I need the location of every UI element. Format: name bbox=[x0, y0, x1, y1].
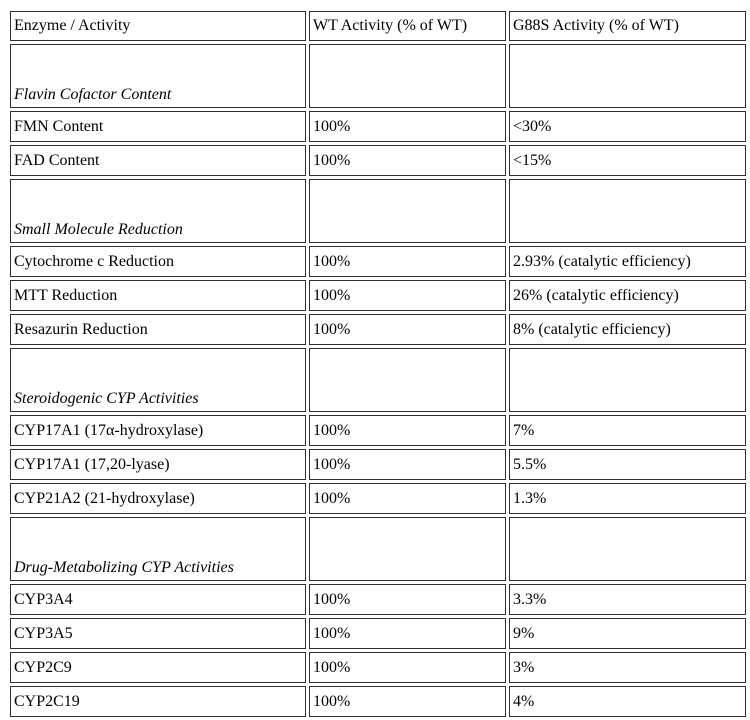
g88s-activity-cell: 1.3% bbox=[509, 483, 746, 514]
table-row bbox=[10, 483, 746, 514]
empty-cell bbox=[509, 348, 746, 412]
enzyme-cell: Resazurin Reduction bbox=[10, 314, 306, 345]
enzyme-cell: CYP17A1 (17,20-lyase) bbox=[10, 449, 306, 480]
section-row bbox=[10, 348, 746, 412]
table-row bbox=[10, 618, 746, 649]
wt-activity-cell: 100% bbox=[309, 415, 506, 446]
wt-activity-cell: 100% bbox=[309, 111, 506, 142]
wt-activity-cell: 100% bbox=[309, 652, 506, 683]
g88s-activity-cell: <30% bbox=[509, 111, 746, 142]
enzyme-cell: CYP2C9 bbox=[10, 652, 306, 683]
g88s-activity-cell: 7% bbox=[509, 415, 746, 446]
empty-cell bbox=[309, 44, 506, 108]
wt-activity-cell: 100% bbox=[309, 314, 506, 345]
section-row bbox=[10, 44, 746, 108]
enzyme-cell: FAD Content bbox=[10, 145, 306, 176]
enzyme-cell: CYP17A1 (17α-hydroxylase) bbox=[10, 415, 306, 446]
wt-activity-cell: 100% bbox=[309, 584, 506, 615]
empty-cell bbox=[309, 348, 506, 412]
g88s-activity-cell: 26% (catalytic efficiency) bbox=[509, 280, 746, 311]
enzyme-cell: CYP2C19 bbox=[10, 686, 306, 717]
empty-cell bbox=[509, 44, 746, 108]
wt-activity-cell: 100% bbox=[309, 145, 506, 176]
table-row bbox=[10, 652, 746, 683]
table-row bbox=[10, 145, 746, 176]
g88s-activity-cell: 8% (catalytic efficiency) bbox=[509, 314, 746, 345]
table-row bbox=[10, 314, 746, 345]
empty-cell bbox=[509, 517, 746, 581]
table-row bbox=[10, 280, 746, 311]
empty-cell bbox=[509, 179, 746, 243]
section-row bbox=[10, 179, 746, 243]
wt-activity-cell: 100% bbox=[309, 618, 506, 649]
table-row bbox=[10, 111, 746, 142]
section-label: Flavin Cofactor Content bbox=[10, 44, 306, 108]
table-row bbox=[10, 246, 746, 277]
enzyme-cell: MTT Reduction bbox=[10, 280, 306, 311]
col-header-wt-activity: WT Activity (% of WT) bbox=[309, 11, 506, 41]
wt-activity-cell: 100% bbox=[309, 686, 506, 717]
wt-activity-cell: 100% bbox=[309, 246, 506, 277]
enzyme-activity-table bbox=[7, 8, 749, 720]
enzyme-cell: Cytochrome c Reduction bbox=[10, 246, 306, 277]
g88s-activity-cell: <15% bbox=[509, 145, 746, 176]
g88s-activity-cell: 4% bbox=[509, 686, 746, 717]
enzyme-cell: CYP3A4 bbox=[10, 584, 306, 615]
section-row bbox=[10, 517, 746, 581]
enzyme-cell: CYP3A5 bbox=[10, 618, 306, 649]
header-row bbox=[10, 11, 746, 41]
enzyme-cell: CYP21A2 (21-hydroxylase) bbox=[10, 483, 306, 514]
section-label: Drug-Metabolizing CYP Activities bbox=[10, 517, 306, 581]
g88s-activity-cell: 5.5% bbox=[509, 449, 746, 480]
empty-cell bbox=[309, 179, 506, 243]
g88s-activity-cell: 9% bbox=[509, 618, 746, 649]
table-row bbox=[10, 449, 746, 480]
wt-activity-cell: 100% bbox=[309, 449, 506, 480]
section-label: Steroidogenic CYP Activities bbox=[10, 348, 306, 412]
g88s-activity-cell: 3% bbox=[509, 652, 746, 683]
col-header-g88s-activity: G88S Activity (% of WT) bbox=[509, 11, 746, 41]
empty-cell bbox=[309, 517, 506, 581]
wt-activity-cell: 100% bbox=[309, 280, 506, 311]
section-label: Small Molecule Reduction bbox=[10, 179, 306, 243]
g88s-activity-cell: 2.93% (catalytic efficiency) bbox=[509, 246, 746, 277]
table-row bbox=[10, 415, 746, 446]
col-header-enzyme-activity: Enzyme / Activity bbox=[10, 11, 306, 41]
enzyme-cell: FMN Content bbox=[10, 111, 306, 142]
wt-activity-cell: 100% bbox=[309, 483, 506, 514]
table-row bbox=[10, 584, 746, 615]
g88s-activity-cell: 3.3% bbox=[509, 584, 746, 615]
table-row bbox=[10, 686, 746, 717]
